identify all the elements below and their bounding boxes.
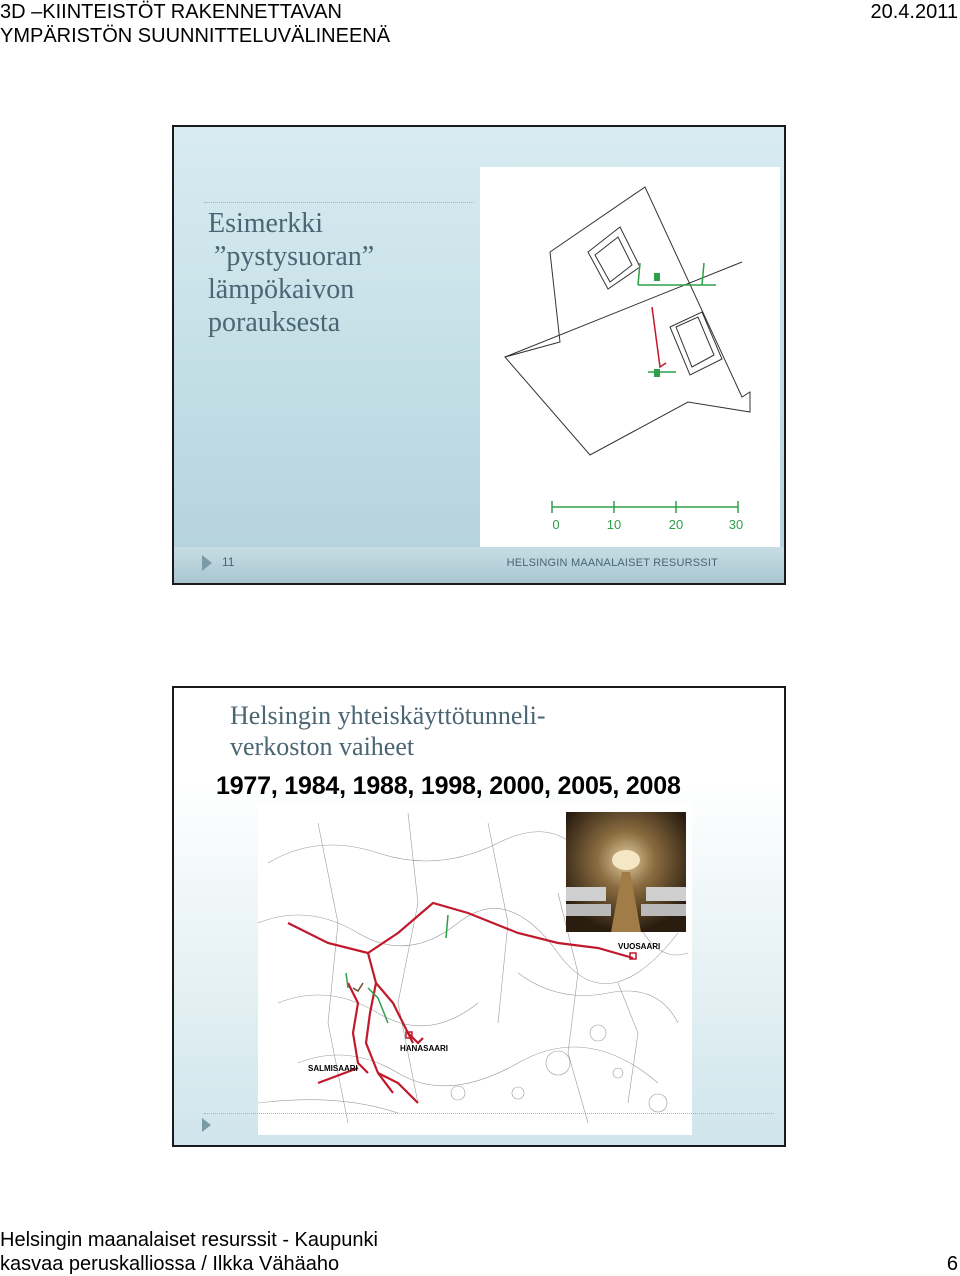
phase-years: 1977, 1984, 1988, 1998, 2000, 2005, 2008 xyxy=(216,772,681,800)
drill-marker-spike xyxy=(702,263,704,285)
tunnel-lines xyxy=(288,903,633,1103)
scale-label: 30 xyxy=(728,517,744,532)
building-outline xyxy=(588,227,640,289)
scale-label: 20 xyxy=(668,517,684,532)
title-divider xyxy=(204,202,474,203)
bore-path xyxy=(652,307,666,367)
map-label-hanasaari: HANASAARI xyxy=(400,1044,448,1053)
arrow-right-icon xyxy=(202,555,212,571)
slide-2 xyxy=(172,686,786,1147)
scale-label: 0 xyxy=(552,517,560,532)
slide-1-title-line: lämpökaivon xyxy=(208,274,355,305)
slide-1-title xyxy=(208,207,468,339)
map-label-salmisaari: SALMISAARI xyxy=(308,1064,358,1073)
slide-1 xyxy=(172,125,786,585)
slide-1-title-line: Esimerkki xyxy=(208,208,324,239)
planned-tunnel-lines xyxy=(346,915,448,1023)
slide-1-title-line: porauksesta xyxy=(208,307,341,338)
document-header xyxy=(0,0,390,48)
header-title-line1: 3D –KIINTEISTÖT RAKENNETTAVAN xyxy=(0,1,342,23)
footer-line2: kasvaa peruskalliossa / Ilkka Vähäaho xyxy=(0,1253,340,1275)
drill-marker-spike xyxy=(638,263,640,285)
slide-2-title xyxy=(230,700,750,762)
tunnel-photo xyxy=(566,812,686,932)
plot-boundary-line xyxy=(505,262,742,357)
header-date: 20.4.2011 xyxy=(870,1,958,23)
drill-label-marker xyxy=(654,273,660,281)
arrow-right-icon xyxy=(202,1118,211,1132)
slide-2-title-line: verkoston vaiheet xyxy=(230,732,415,761)
property-outline xyxy=(505,187,750,455)
slide-footer-text: HELSINGIN MAANALAISET RESURSSIT xyxy=(506,557,718,569)
slide-1-footer xyxy=(174,547,784,583)
header-title-line2: YMPÄRISTÖN SUUNNITTELUVÄLINEENÄ xyxy=(0,25,391,47)
page-number: 6 xyxy=(946,1253,958,1275)
slide-number: 11 xyxy=(222,555,235,569)
tunnel-photo-svg xyxy=(566,812,686,932)
slide-2-title-line: Helsingin yhteiskäyttötunneli- xyxy=(230,701,546,730)
building-outline xyxy=(670,312,722,375)
map-label-vuosaari: VUOSAARI xyxy=(618,942,661,951)
plan-svg xyxy=(480,167,780,549)
slide-1-title-line: ”pystysuoran” xyxy=(214,241,375,272)
borehole-plan-drawing xyxy=(480,167,780,549)
footer-divider xyxy=(204,1113,774,1114)
drill-label-marker xyxy=(654,369,660,377)
tunnel-branch-lines xyxy=(353,983,363,991)
footer-line1: Helsingin maanalaiset resurssit - Kaupunki xyxy=(0,1229,378,1251)
scale-label: 10 xyxy=(606,517,622,532)
